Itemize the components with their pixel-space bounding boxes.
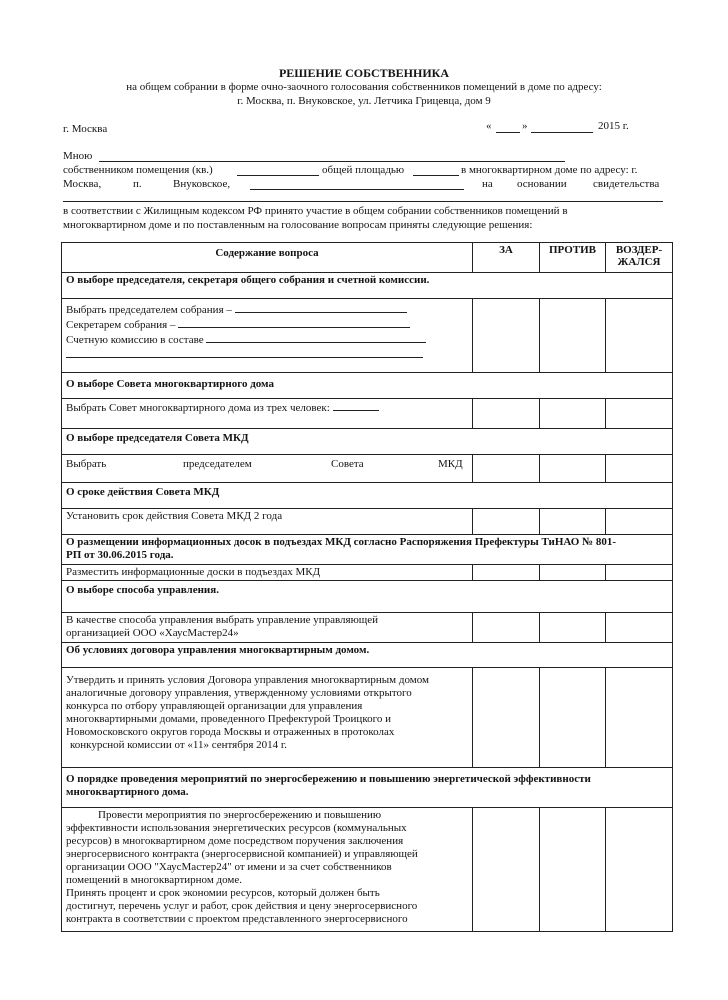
address-vnukovskoe: Внуковское, [173, 178, 231, 190]
section-row-5 [62, 535, 673, 565]
premises-number-field[interactable] [237, 175, 319, 176]
item-1-line-3 [66, 332, 468, 347]
vote-for-cell-8[interactable] [473, 808, 540, 932]
section-6-title: О выборе способа управления. [62, 581, 673, 613]
commission-field-2[interactable] [66, 347, 423, 358]
item-2-label: Выбрать Совет многоквартирного дома из трех человек: [66, 402, 330, 414]
item-4-text: Установить срок действия Совета МКД 2 года [62, 509, 473, 535]
item-1-commission-label: Счетную комиссию в составе [66, 334, 204, 346]
item-8-line-3: ресурсов) в многоквартирном доме посредством поручения заключения [66, 835, 404, 847]
item-3-word-3: Совета [331, 458, 364, 470]
item-3-text [62, 455, 473, 483]
item-8-line-1: Провести мероприятия по энергосбережению и повышению [98, 809, 382, 821]
item-7-line-1: Утвердить и принять условия Договора управления многоквартирным домом [66, 674, 429, 686]
vote-against-cell-4[interactable] [540, 509, 606, 535]
section-row-8 [62, 768, 673, 808]
city-label: г. Москва [63, 123, 108, 135]
document-title: РЕШЕНИЕ СОБСТВЕННИКА [278, 66, 450, 80]
item-7-line-5: Новомосковского округов города Москвы и отраженных в протоколах [66, 726, 395, 738]
section-row-7 [62, 643, 673, 668]
item-7-line-6: конкурсной комиссии от «11» сентября 2014 г. [70, 739, 287, 751]
basis-word-2: основании [517, 178, 567, 190]
item-3-word-4: МКД [438, 458, 463, 470]
section-row-6 [62, 581, 673, 613]
item-row-7 [62, 668, 673, 768]
item-8-line-4: энергосервисного контракта (энергосервисной компанией) и управляющей [66, 848, 418, 860]
item-row-5 [62, 565, 673, 581]
vote-against-cell-5[interactable] [540, 565, 606, 581]
item-row-8 [62, 808, 673, 932]
chairman-field[interactable] [235, 302, 407, 313]
council-field[interactable] [333, 400, 379, 411]
vote-for-cell-5[interactable] [473, 565, 540, 581]
item-8-line-8: достигнут, перечень услуг и работ, срок действия и цену энергосервисного [66, 900, 418, 912]
owner-me-label: Мною [63, 150, 93, 162]
intro-line-1: в соответствии с Жилищным кодексом РФ принято участие в общем собрании собственников помещений в [63, 205, 568, 217]
vote-against-cell-7[interactable] [540, 668, 606, 768]
item-8-line-2: эффективности использования энергетических ресурсов (коммунальных [66, 822, 407, 834]
commission-field[interactable] [206, 332, 426, 343]
vote-abstain-cell-8[interactable] [606, 808, 673, 932]
item-6-text [62, 613, 473, 643]
section-5-title-line-1: О размещении информационных досок в подъездах МКД согласно Распоряжения Префектуры ТиНАО № 801- [66, 536, 617, 548]
basis-word-3: свидетельства [593, 178, 660, 190]
vote-for-cell-6[interactable] [473, 613, 540, 643]
address-street-field[interactable] [250, 189, 464, 190]
certificate-field[interactable] [63, 201, 663, 202]
address-moscow: Москва, [63, 178, 102, 190]
vote-for-cell-3[interactable] [473, 455, 540, 483]
item-1-line-4 [66, 347, 468, 362]
vote-abstain-cell-5[interactable] [606, 565, 673, 581]
item-1-line-1 [66, 302, 468, 317]
vote-for-cell-1[interactable] [473, 299, 540, 373]
vote-for-cell-4[interactable] [473, 509, 540, 535]
item-row-1 [62, 299, 673, 373]
item-1-text [62, 299, 473, 373]
vote-abstain-cell-3[interactable] [606, 455, 673, 483]
section-row-4 [62, 483, 673, 509]
section-row-1 [62, 273, 673, 299]
vote-against-cell-2[interactable] [540, 399, 606, 429]
header-question: Содержание вопроса [62, 243, 473, 273]
section-3-title: О выборе председателя Совета МКД [62, 429, 673, 455]
vote-abstain-cell-2[interactable] [606, 399, 673, 429]
item-6-line-2: организацией ООО «ХаусМастер24» [66, 627, 239, 639]
item-6-line-1: В качестве способа управления выбрать управление управляющей [66, 614, 379, 626]
header-against: ПРОТИВ [540, 243, 606, 273]
vote-against-cell-8[interactable] [540, 808, 606, 932]
item-8-line-5: организации ООО "ХаусМастер24" от имени и за счет собственников [66, 861, 392, 873]
area-field[interactable] [413, 175, 459, 176]
section-row-3 [62, 429, 673, 455]
section-8-title [62, 768, 673, 808]
item-7-text [62, 668, 473, 768]
item-8-line-9: контракта в соответствии с проектом представленного энергосервисного [66, 913, 408, 925]
document-subtitle-line-2: г. Москва, п. Внуковское, ул. Летчика Грицевца, дом 9 [237, 95, 491, 107]
section-1-title: О выборе председателя, секретаря общего собрания и счетной комиссии. [62, 273, 673, 299]
section-row-2 [62, 373, 673, 399]
in-building-label: в многоквартирном доме по адресу: г. [461, 164, 638, 176]
vote-abstain-cell-4[interactable] [606, 509, 673, 535]
vote-abstain-cell-7[interactable] [606, 668, 673, 768]
item-8-text [62, 808, 473, 932]
item-row-6 [62, 613, 673, 643]
item-1-line-2 [66, 317, 468, 332]
vote-for-cell-2[interactable] [473, 399, 540, 429]
date-day-field[interactable] [496, 132, 520, 133]
premises-label: собственником помещения (кв.) [63, 164, 213, 176]
date-month-field[interactable] [531, 132, 593, 133]
vote-for-cell-7[interactable] [473, 668, 540, 768]
section-8-title-line-1: О порядке проведения мероприятий по энергосбережению и повышению энергетической эффективности [66, 773, 591, 785]
area-label: общей площадью [322, 164, 405, 176]
basis-word-1: на [482, 178, 493, 190]
vote-abstain-cell-1[interactable] [606, 299, 673, 373]
item-2-text [62, 399, 473, 429]
voting-table [61, 242, 673, 932]
item-8-line-6: помещений в многоквартирном доме. [66, 874, 243, 886]
document-subtitle-line-1: на общем собрании в форме очно-заочного голосования собственников помещений в доме по адресу: [126, 81, 602, 93]
item-1-secretary-label: Секретарем собрания – [66, 319, 176, 331]
vote-abstain-cell-6[interactable] [606, 613, 673, 643]
item-row-2 [62, 399, 673, 429]
section-4-title: О сроке действия Совета МКД [62, 483, 673, 509]
header-for: ЗА [473, 243, 540, 273]
vote-against-cell-1[interactable] [540, 299, 606, 373]
address-settlement-abbr: п. [133, 178, 142, 190]
item-1-chairman-label: Выбрать председателем собрания – [66, 304, 232, 316]
intro-line-2: многоквартирном доме и по поставленным на голосование вопросам приняты следующие решения: [63, 219, 533, 231]
secretary-field[interactable] [178, 317, 410, 328]
item-3-word-1: Выбрать [66, 458, 107, 470]
item-7-line-4: многоквартирными домами, проведенного Префектурой Троицкого и [66, 713, 391, 725]
item-3-word-2: председателем [183, 458, 252, 470]
item-7-line-2: аналогичные договору управления, утвержденному условиями открытого [66, 687, 412, 699]
section-7-title: Об условиях договора управления многоквартирным домом. [62, 643, 673, 668]
header-abstain [606, 243, 673, 273]
vote-against-cell-6[interactable] [540, 613, 606, 643]
item-8-line-7: Принять процент и срок экономии ресурсов, который должен быть [66, 887, 380, 899]
header-abstain-line-1: ВОЗДЕР- [615, 244, 663, 256]
section-5-title-line-2: РП от 30.06.2015 года. [66, 549, 174, 561]
item-row-3 [62, 455, 673, 483]
item-5-text: Разместить информационные доски в подъездах МКД [62, 565, 473, 581]
section-2-title: О выборе Совета многоквартирного дома [62, 373, 673, 399]
date-year: 2015 г. [598, 120, 629, 132]
table-header-row [62, 243, 673, 273]
owner-name-field[interactable] [99, 161, 565, 162]
section-5-title [62, 535, 673, 565]
date-close-quote: » [522, 120, 528, 132]
header-abstain-line-2: ЖАЛСЯ [617, 256, 661, 268]
section-8-title-line-2: многоквартирного дома. [66, 786, 189, 798]
item-7-line-3: конкурса по отбору управляющей организации для управления [66, 700, 363, 712]
vote-against-cell-3[interactable] [540, 455, 606, 483]
item-row-4 [62, 509, 673, 535]
date-open-quote: « [486, 120, 492, 132]
